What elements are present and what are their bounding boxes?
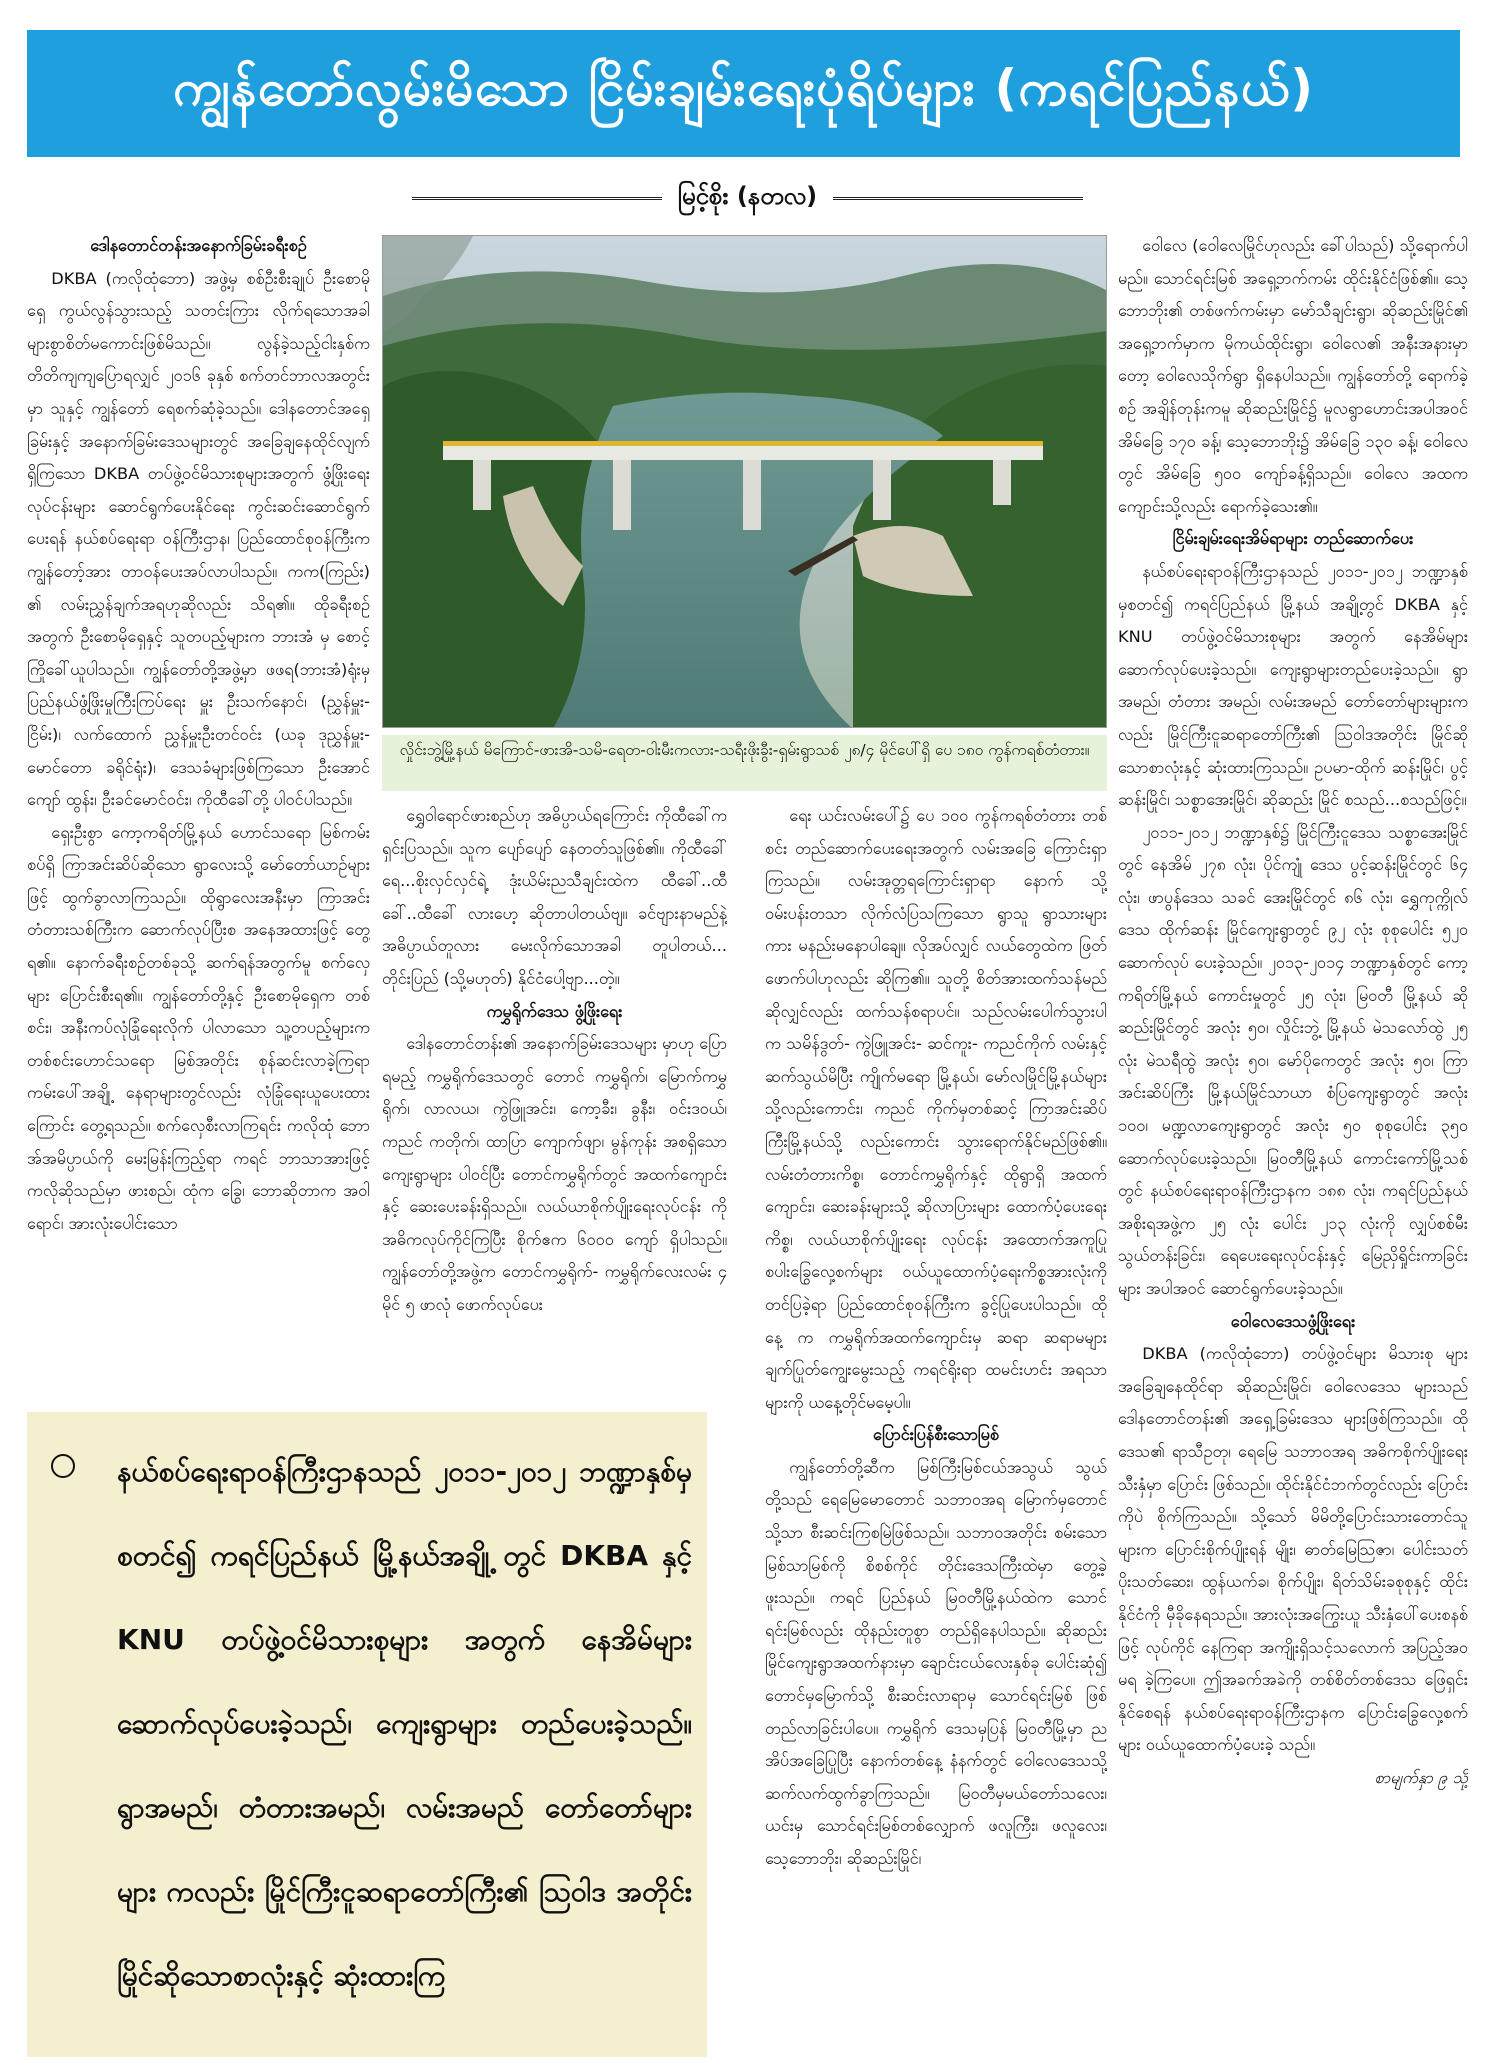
continued-on-page: စာမျက်နှာ ၉ သို့	[1374, 1767, 1468, 1787]
col2-paragraph-1: ရွှေဝါရောင်ဖားစည်ဟု အဓိပ္ပာယ်ရကြောင်း ကိုထီခေါ်က ရှင်းပြသည်။ သူက ပျော်ပျော် နေတတ်သူဖြစ်၏။ ကိုထီခေါ်ရေ...စိုးလှင်လှင်ရဲ့ ဒုံးယိမ်းညသီချင်းထဲက ထီခေါ်..ထီခေါ်..ထီခေါ် လားဟေ့ ဆိုတာပါတယ်ဗျ။ ခင်ဗျားနာမည်နဲ့ အဓိပ္ပာယ်တူလား မေးလိုက်သောအခါ တူပါတယ်... တိုင်းပြည် (သို့မဟုတ်) နိုင်ငံပေါ့ဗျာ...တဲ့။	[382, 806, 727, 988]
column-4	[1118, 230, 1468, 2055]
col1-heading: ဒေါနတောင်တန်းအနောက်ခြမ်းခရီးစဉ်	[90, 236, 307, 255]
column-2	[382, 800, 727, 1400]
col2-heading: ကမွှရိုက်ဒေသ ဖွံ့ဖြိုးရေး	[486, 1001, 623, 1021]
column-3	[765, 800, 1107, 2055]
circle-bullet-icon	[51, 1454, 75, 1478]
article-title: ကျွန်တော်လွမ်းမိသော ငြိမ်းချမ်းရေးပုံရိပ်များ (ကရင်ပြည်နယ်)	[172, 59, 1315, 117]
col4-heading-1: ငြိမ်းချမ်းရေးအိမ်ရာများ တည်ဆောက်ပေး	[1172, 529, 1414, 549]
byline-rule-right	[833, 197, 1083, 200]
col4-heading-2: ဝေါလေဒေသဖွံ့ဖြိုးရေး	[1230, 1311, 1356, 1331]
col1-paragraph-2: ရှေးဦးစွာ ကော့ကရိတ်မြို့နယ် ဟောင်သရော မြစ်ကမ်းစပ်ရှိ ကြာအင်းဆိပ်ဆိုသော ရွာလေးသို့ မော်တော်ယာဉ်များဖြင့် ထွက်ခွာလာကြသည်။ ထိုရွာလေးအနီးမှာ ကြာအင်းတံတားသစ်ကြီးက ဆောက်လုပ်ပြီးစ အနေအထားဖြင့် တွေ့ရ၏။ နောက်ခရီးစဉ်တစ်ခုသို့ ဆက်ရန်အတွက်မူ စက်လှေများ ပြောင်းစီးရ၏။ ကျွန်တော်တို့နှင့် ဦးစောမိုရှေက တစ်စင်း၊ အနီးကပ်လုံခြုံရေးလိုက် ပါလာသော သူ့တပည့်များက တစ်စင်းဟောင်သရော မြစ်အတိုင်း စုန်ဆင်းလာခဲ့ကြရာ ကမ်းပေါ်အချို့ နေရာများတွင်လည်း လုံခြုံရေးယူပေးထားကြောင်း တွေ့ရသည်။ စက်လှေစီးလာကြရင်း ကလိုထုံ ဘောအ်အမိပ္ပာယ်ကို မေးမြန်းကြည့်ရာ ကရင် ဘာသာအားဖြင့် ကလိုဆိုသည်မှာ ဖားစည်၊ ထုံက ခြွေ၊ ဘောဆိုတာက အဝါရောင်၊ အားလုံးပေါင်းသော	[27, 822, 370, 1233]
bridge-photo	[382, 235, 1107, 728]
col4-paragraph-2: နယ်စပ်ရေးရာဝန်ကြီးဌာနသည် ၂၀၁၁-၂၀၁၂ ဘဏ္ဍာနှစ်မှစတင်၍ ကရင်ပြည်နယ် မြို့နယ် အချို့တွင် DKBA နှင့် KNU တပ်ဖွဲ့ဝင်မိသားစုများ အတွက် နေအိမ်များ ဆောက်လုပ်ပေးခဲ့သည်။ ကျေးရွာများတည်ပေးခဲ့သည်။ ရွာအမည်၊ တံတား အမည်၊ လမ်းအမည် တော်တော်များများကလည်း မြိုင်ကြီးငူဆရာတော်ကြီး၏ ဩဝါဒအတိုင်း မြိုင်ဆို သောစာလုံးနှင့် ဆုံးထားကြသည်။ ဥပမာ-ထိုက် ဆန်းမြိုင်၊ ပွင့်ဆန်းမြိုင်၊ သစ္စာအေးမြိုင်၊ ဆိုဆည်း မြိုင် စသည်...စသည်ဖြင့်။	[1118, 561, 1468, 810]
pull-quote-box	[27, 1412, 707, 2057]
col2-paragraph-2: ဒေါနတောင်တန်း၏ အနောက်ခြမ်းဒေသများ မှာဟု ပြောရမည့် ကမွှရိုက်ဒေသတွင် တောင် ကမွှရိုက်၊ မြောက်ကမွှရိုက်၊ လာလယ၊ ကွဲဖြူအင်း၊ ကော့ခီး၊ ခွနီး၊ ဝင်းဒဝယ်၊ ကညင် ကတိုက်၊ ထာပြာ ကျောက်ဖျာ၊ မွန်ကုန်း အစရှိသော ကျေးရွာများ ပါဝင်ပြီး တောင်ကမွှရိုက်တွင် အထက်ကျောင်းနှင့် ဆေးပေးခန်းရှိသည်။ လယ်ယာစိုက်ပျိုးရေးလုပ်ငန်း ကို အဓိကလုပ်ကိုင်ကြပြီး စိုက်ဧက ၆၀၀၀ ကျော် ရှိပါသည်။ ကျွန်တော်တို့အဖွဲ့က တောင်ကမွှရိုက်- ကမွှရိုက်လေးလမ်း ၄ မိုင် ၅ ဖာလုံ ဖောက်လုပ်ပေး	[382, 1034, 727, 1314]
col3-paragraph-2: ကျွန်တော်တို့ဆီက မြစ်ကြီးမြစ်ငယ်အသွယ် သွယ်တို့သည် ရေမြေမောတောင် သဘာဝအရ မြောက်မှတောင်သို့သာ စီးဆင်းကြစမြဲဖြစ်သည်။ သဘာဝအတိုင်း စမ်းသော မြစ်သာမြစ်ကို စိစစ်ကိုင် တိုင်းဒေသကြီးထဲမှာ တွေ့ခဲ့ဖူးသည်။ ကရင် ပြည်နယ် မြဝတီမြို့နယ်ထဲက သောင်ရင်းမြစ်လည်း ထိုနည်းတူစွာ တည်ရှိနေပါသည်။ ဆိုဆည်း မြိုင်ကျေးရွာအထက်နားမှာ ချောင်းငယ်လေးနှစ်ခု ပေါင်းဆုံ၍ တောင်မှမြောက်သို့ စီးဆင်းလာရာမှ သောင်ရင်းမြစ် ဖြစ်တည်လာခြင်းပါပေ။ ကမွှရိုက် ဒေသမှပြန် မြဝတီမြို့မှာ ညအိပ်အခြေပြုပြီး နောက်တစ်နေ့ နံနက်တွင် ဝေါလေဒေသသို့ ဆက်လက်ထွက်ခွာကြသည်။ မြဝတီမှမယ်တော်သလေး၊ ယင်းမှ သောင်ရင်းမြစ်တစ်လျှောက် ဖလူကြီး၊ ဖလူလေး၊ သေ့ဘောဘိုး၊ ဆိုဆည်းမြိုင်၊	[765, 1457, 1107, 1868]
col3-heading: ပြောင်းပြန်စီးသောမြစ်	[873, 1425, 999, 1445]
col1-paragraph-1: DKBA (ကလိုထုံဘော) အဖွဲ့မှ စစ်ဦးစီးချုပ် ဦးစောမိုရှေ ကွယ်လွန်သွားသည့် သတင်းကြား လိုက်ရသောအခါ များစွာစိတ်မကောင်းဖြစ်မိသည်။ လွန်ခဲ့သည့်ငါးနှစ်က တိတိကျကျပြောရလျှင် ၂၀၁၆ ခုနှစ် စက်တင်ဘာလအတွင်းမှာ သူနှင့် ကျွန်တော် ရေစက်ဆုံခဲ့သည်။ ဒေါနတောင်အရှေ့ခြမ်းနှင့် အနောက်ခြမ်းဒေသများတွင် အခြေချနေထိုင်လျက် ရှိကြသော DKBA တပ်ဖွဲ့ဝင်မိသားစုများအတွက် ဖွံ့ဖြိုးရေးလုပ်ငန်းများ ဆောင်ရွက်ပေးနိုင်ရေး ကွင်းဆင်းဆောင်ရွက်ပေးရန် နယ်စပ်ရေးရာ ဝန်ကြီးဌာန၊ ပြည်ထောင်စုဝန်ကြီးက ကျွန်တော့်အား တာဝန်ပေးအပ်လာပါသည်။ ကက(ကြည်း) ၏ လမ်းညွှန်ချက်အရဟုဆိုလည်း သိရ၏။ ထိုခရီးစဉ် အတွက် ဦးစောမိုရှေနှင့် သူတပည့်များက ဘားအံ မှ စောင့်ကြိုခေါ်ယူပါသည်။ ကျွန်တော်တို့အဖွဲ့မှာ ဖဖရ(ဘားအံ)ရုံးမှ ပြည်နယ်ဖွံ့ဖြိုးမှုကြီးကြပ်ရေး မှူး ဦးသက်နောင်၊ (ညွှန်မှူး-ငြိမ်း)၊ လက်ထောက် ညွှန်မှူးဦးတင်ဝင်း (ယခု ဒုညွှန်မှူး-မောင်တော ခရိုင်ရုံး)၊ ဒေသခံများဖြစ်ကြသော ဦးအောင်ကျော် ထွန်း၊ ဦးခင်မောင်ဝင်း၊ ကိုထီခေါ်တို့ ပါဝင်ပါသည်။	[27, 268, 370, 810]
col4-paragraph-3: ၂၀၁၁-၂၀၁၂ ဘဏ္ဍာနှစ်၌ မြိုင်ကြီးငူဒေသ သစ္စာအေးမြိုင်တွင် နေအိမ် ၂၇၈ လုံး၊ ပိုင်ကျုံ ဒေသ ပွင့်ဆန်းမြိုင်တွင် ၆၄ လုံး၊ ဖာပွန်ဒေသ သခင် အေးမြိုင်တွင် ၈၆ လုံး၊ ရွှေကုက္ကိုလ်ဒေသ ထိုက်ဆန်း မြိုင်ကျေးရွာတွင် ၉၂ လုံး စုစုပေါင်း ၅၂၀ ဆောက်လုပ် ပေးခဲ့သည်။ ၂၀၁၃-၂၀၁၄ ဘဏ္ဍာနှစ်တွင် ကော့ကရိတ်မြို့နယ် ကောင်းမှုတွင် ၂၅ လုံး၊ မြဝတီ မြို့နယ် ဆိုဆည်းမြိုင်တွင် အလုံး ၅၀၊ လှိုင်းဘွဲ့ မြို့နယ် မဲသလော်ထွဲ ၂၅ လုံး မဲသရီထွဲ အလုံး ၅၀၊ မော်ပိုကေတွင် အလုံး ၅၀၊ ကြာအင်းဆိပ်ကြီး မြို့နယ်မြိုင်သာယာ စံပြကျေးရွာတွင် အလုံး ၁၀၀၊ မဏ္ဍလာကျေးရွာတွင် အလုံး ၅၀ စုစုပေါင်း ၃၅၀ ဆောက်လုပ်ပေးခဲ့သည်။ မြဝတီမြို့နယ် ကောင်းကော်မြို့သစ်တွင် နယ်စပ်ရေးရာဝန်ကြီးဌာနက ၁၈၈ လုံး၊ ကရင်ပြည်နယ် အစိုးရအဖွဲ့က ၂၅ လုံး ပေါင်း ၂၁၃ လုံးကို လျှပ်စစ်မီးသွယ်တန်းခြင်း၊ ရေပေးရေးလုပ်ငန်းနှင့် မြေညှိရှိုင်းကာခြင်းများ အပါအဝင် ဆောင်ရွက်ပေးခဲ့သည်။	[1118, 822, 1468, 1298]
pull-quote-text: နယ်စပ်ရေးရာဝန်ကြီးဌာနသည် ၂၀၁၁-၂၀၁၂ ဘဏ္ဍာနှစ်မှစတင်၍ ကရင်ပြည်နယ် မြို့နယ်အချို့ တွင် DKBA နှင့် KNU တပ်ဖွဲ့ဝင်မိသားစုများ အတွက် နေအိမ်များ ဆောက်လုပ်ပေးခဲ့သည်၊ ကျေးရွာများ တည်ပေးခဲ့သည်။ ရွာအမည်၊ တံတားအမည်၊ လမ်းအမည် တော်တော်များများ ကလည်း မြိုင်ကြီးငူဆရာတော်ကြီး၏ ဩဝါဒ အတိုင်း မြိုင်ဆိုသောစာလုံးနှင့် ဆုံးထားကြ	[117, 1455, 692, 1992]
bridge-photo-image	[383, 236, 1107, 728]
col3-paragraph-1: ရေး ယင်းလမ်းပေါ်၌ ပေ ၁၀၀ ကွန်ကရစ်တံတား တစ်စင်း တည်ဆောက်ပေးရေးအတွက် လမ်းအခြေ ကြောင်းရှာကြသည်။ လမ်းအုတ္တရကြောင်းရှာရာ နောက် သို့ ဝမ်းပန်းတသာ လိုက်လံပြသကြသော ရွာသူ ရွာသားများကား မနည်းမနောပါချေ။ လိုအပ်လျှင် လယ်တွေထဲက ဖြတ်ဖောက်ပါဟုလည်း ဆိုကြ၏။ သူတို့ စိတ်အားထက်သန်မည်ဆိုလျှင်လည်း ထက်သန်စရာပင်။ သည်လမ်းပေါက်သွားပါက သမိန်ဒွတ်- ကွဲဖြူအင်း- ဆင်ကူး- ကညင်ကိုက် လမ်းနှင့် ဆက်သွယ်မိပြီး ကျိုက်မရော မြို့နယ်၊ မော်လမြိုင်မြို့နယ်များသို့လည်းကောင်း၊ ကညင် ကိုက်မှတစ်ဆင့် ကြာအင်းဆိပ်ကြီးမြို့နယ်သို့ လည်းကောင်း သွားရောက်နိုင်မည်ဖြစ်၏။ လမ်းတံတားကိစ္စ၊ တောင်ကမွှရိုက်နှင့် ထိုရွာရှိ အထက်ကျောင်း၊ ဆေးခန်းများသို့ ဆိုလာပြားများ ထောက်ပံ့ပေးရေးကိစ္စ၊ လယ်ယာစိုက်ပျိုးရေး လုပ်ငန်း အထောက်အကူပြု စပါးခြွေလှေ့စက်များ ဝယ်ယူထောက်ပံ့ရေးကိစ္စအားလုံးကို တင်ပြခဲ့ရာ ပြည်ထောင်စုဝန်ကြီးက ခွင့်ပြုပေးပါသည်။ ထိုနေ့ က ကမွှရိုက်အထက်ကျောင်းမှ ဆရာ ဆရာမများ ချက်ပြုတ်ကျွေးမွေးသည့် ကရင်ရိုးရာ ထမင်းဟင်း အရသာများကို ယနေ့တိုင်မမေ့ပါ။	[765, 806, 1107, 1412]
byline-rule-left	[412, 197, 662, 200]
byline	[0, 178, 1495, 218]
author-name: မြင့်စိုး (နတလ)	[677, 182, 818, 210]
column-1	[27, 230, 370, 1405]
photo-caption: လှိုင်းဘွဲ့မြို့နယ် မိကြောင်-ဖားအိ-သမိ-ရေတ-ဝါးမီးကလား-သရီးဖိုးခွီး-ရှမ်းရွာသစ် ၂၈/၄ မိုင်ပေါ်ရှိ ပေ ၁၈၀ ကွန်ကရစ်တံတား။	[382, 735, 1107, 791]
col4-paragraph-1: ဝေါလေ (ဝေါလေမြိုင်ဟုလည်း ခေါ်ပါသည်) သို့ရောက်ပါမည်။ သောင်ရင်းမြစ် အရှေ့ဘက်ကမ်း ထိုင်းနိုင်ငံဖြစ်၏။ သေ့ဘောဘိုး၏ တစ်ဖက်ကမ်းမှာ မော်သီချင်းရွာ၊ ဆိုဆည်းမြိုင်၏ အရှေ့ဘက်မှာက မိုကယ်ထိုင်းရွာ၊ ဝေါလေ၏ အနီးအနားမှာတော့ ဝေါလေသိုက်ရွာ ရှိနေပါသည်။ ကျွန်တော်တို့ ရောက်ခဲ့စဉ် အချိန်တုန်းကမူ ဆိုဆည်းမြိုင်၌ မူလရွာဟောင်းအပါအဝင် အိမ်ခြေ ၁၇၀ ခန့်၊ သေ့ဘောဘိုး၌ အိမ်ခြေ ၁၃၀ ခန့်၊ ဝေါလေတွင် အိမ်ခြေ ၅၀၀ ကျော်ခန့်ရှိသည်။ ဝေါလေ အထက ကျောင်းသို့လည်း ရောက်ခဲ့သေး၏။	[1118, 236, 1468, 516]
title-banner	[27, 30, 1460, 157]
col4-paragraph-4: DKBA (ကလိုထုံဘော) တပ်ဖွဲ့ဝင်များ မိသားစု များအခြေချနေထိုင်ရာ ဆိုဆည်းမြိုင်၊ ဝေါလေဒေသ များသည် ဒေါနတောင်တန်း၏ အရှေ့ခြမ်းဒေသ များဖြစ်ကြသည်။ ထိုဒေသ၏ ရာသီဥတု၊ ရေမြေ သဘာဝအရ အဓိကစိုက်ပျိုးရေးသီးနှံမှာ ပြောင်း ဖြစ်သည်။ ထိုင်းနိုင်ငံဘက်တွင်လည်း ပြောင်းကိုပဲ စိုက်ကြသည်။ သို့သော် မိမိတို့ပြောင်းသားတောင်သူ များက ပြောင်းစိုက်ပျိုးရန် မျိုး၊ ဓာတ်မြေဩဇာ၊ ပေါင်းသတ်ပိုးသတ်ဆေး၊ ထွန်ယက်ခ၊ စိုက်ပျိုး၊ ရိတ်သိမ်းခစုစုနှင့် ထိုင်းနိုင်ငံကို မှီခိုနေရသည်။ အားလုံးအကြွေးယူ သီးနှံပေါ်ပေးစနစ်ဖြင့် လုပ်ကိုင် နေကြရာ အကျိုးရှိသင့်သလောက် အပြည့်အဝ မရ ခဲ့ကြပေ။ ဤအခက်အခဲကို တစ်စိတ်တစ်ဒေသ ဖြေရှင်းနိုင်စေရန် နယ်စပ်ရေးရာဝန်ကြီးဌာနက ပြောင်းခြွေလှေ့စက်များ ဝယ်ယူထောက်ပံ့ပေးခဲ့ သည်။	[1118, 1344, 1468, 1755]
